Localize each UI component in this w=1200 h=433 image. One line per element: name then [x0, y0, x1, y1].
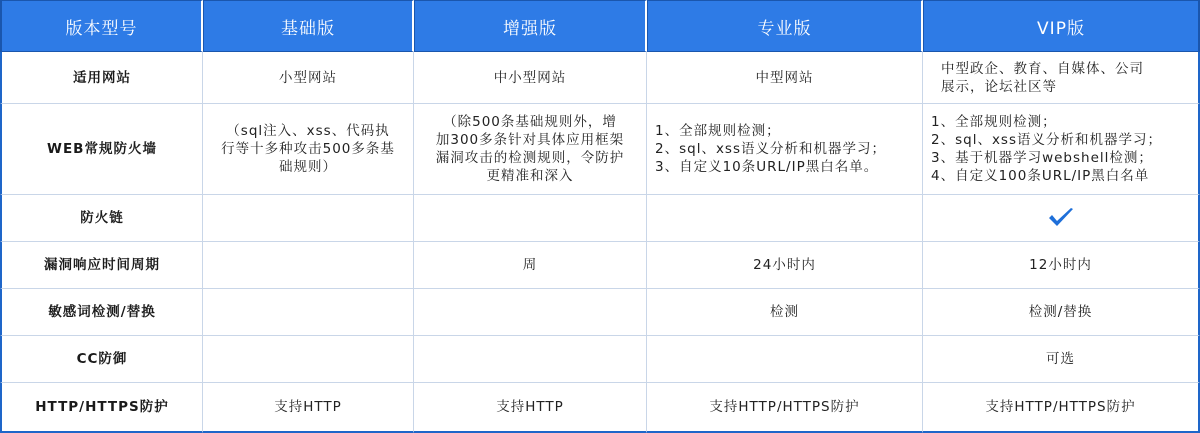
table-cell: 小型网站 — [203, 52, 414, 104]
header-row — [0, 0, 1200, 52]
table-cell — [203, 289, 414, 336]
table-cell — [203, 195, 414, 242]
header-professional: 专业版 — [647, 0, 923, 52]
table-cell: 支持HTTP — [203, 383, 414, 433]
table-cell: 支持HTTP — [414, 383, 647, 433]
table-cell: 中型网站 — [647, 52, 923, 104]
table-cell: 1、全部规则检测； 2、sql、xss语义分析和机器学习； 3、基于机器学习webshell检测； 4、自定义100条URL/IP黑白名单 — [923, 104, 1200, 195]
table-row — [0, 336, 1200, 383]
table-cell: 中小型网站 — [414, 52, 647, 104]
table-cell: （除500条基础规则外，增 加300多条针对具体应用框架 漏洞攻击的检测规则，令防护 更精准和深入 — [414, 104, 647, 195]
table-cell — [647, 336, 923, 383]
table-row — [0, 104, 1200, 195]
row-label: 适用网站 — [0, 52, 203, 104]
table-cell: 周 — [414, 242, 647, 289]
table-cell: 检测 — [647, 289, 923, 336]
table-cell: 检测/替换 — [923, 289, 1200, 336]
row-label: CC防御 — [0, 336, 203, 383]
table-cell: 12小时内 — [923, 242, 1200, 289]
row-label: 防火链 — [0, 195, 203, 242]
table-row — [0, 383, 1200, 433]
header-version-model: 版本型号 — [0, 0, 203, 52]
header-basic: 基础版 — [203, 0, 414, 52]
table-cell — [203, 336, 414, 383]
table-row — [0, 195, 1200, 242]
row-label: HTTP/HTTPS防护 — [0, 383, 203, 433]
table-cell: 可选 — [923, 336, 1200, 383]
table-cell-vip-check — [923, 195, 1200, 242]
row-label: 敏感词检测/替换 — [0, 289, 203, 336]
table-cell — [414, 195, 647, 242]
table-cell — [414, 336, 647, 383]
table-cell — [414, 289, 647, 336]
table-cell — [647, 195, 923, 242]
row-label: WEB常规防火墙 — [0, 104, 203, 195]
table-cell: 1、全部规则检测； 2、sql、xss语义分析和机器学习； 3、自定义10条URL/IP黑白名单。 — [647, 104, 923, 195]
table-cell: 支持HTTP/HTTPS防护 — [923, 383, 1200, 433]
table-cell: 中型政企、教育、自媒体、公司 展示，论坛社区等 — [923, 52, 1200, 104]
header-enhanced: 增强版 — [414, 0, 647, 52]
check-icon — [1046, 206, 1076, 230]
row-label: 漏洞响应时间周期 — [0, 242, 203, 289]
header-vip: VIP版 — [923, 0, 1200, 52]
table-cell: （sql注入、xss、代码执 行等十多种攻击500多条基 础规则） — [203, 104, 414, 195]
table-cell: 支持HTTP/HTTPS防护 — [647, 383, 923, 433]
table-cell: 24小时内 — [647, 242, 923, 289]
table-row — [0, 52, 1200, 104]
table-row — [0, 242, 1200, 289]
table-row — [0, 289, 1200, 336]
table-cell — [203, 242, 414, 289]
